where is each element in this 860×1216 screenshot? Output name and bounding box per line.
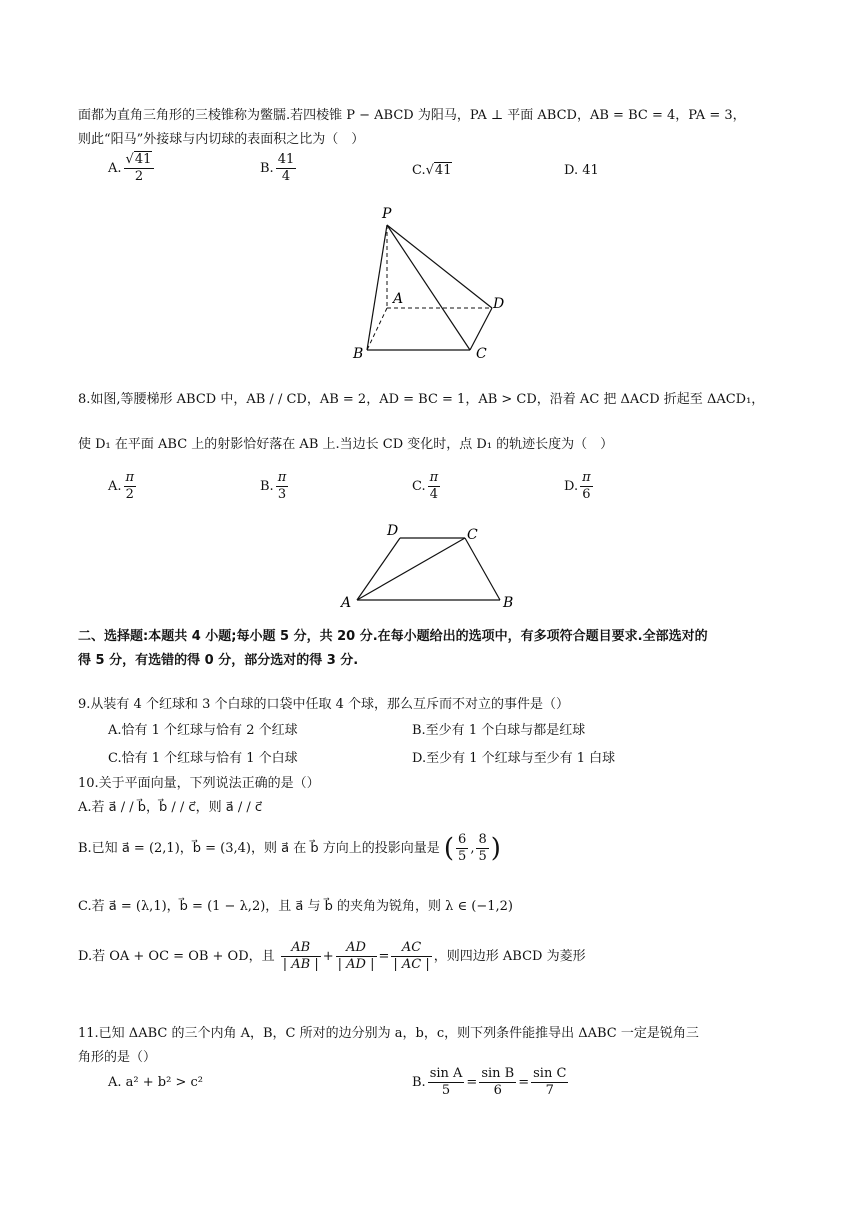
q9-option-c[interactable]: C.恰有 1 个红球与恰有 1 个白球 [108, 751, 298, 766]
q9-option-a[interactable]: A.恰有 1 个红球与恰有 2 个红球 [108, 723, 298, 738]
q8-option-d[interactable]: D. $\frac{\pi}{6}$ [564, 470, 591, 502]
pyramid-figure [340, 200, 520, 365]
q7-option-b[interactable]: B. $\frac{41}{4}$ [260, 152, 295, 184]
q11-stem-line2: 角形的是（） [78, 1050, 157, 1065]
label-A: A [341, 595, 352, 611]
label-C: C [476, 346, 487, 362]
q8-option-b[interactable]: B. $\frac{\pi}{3}$ [260, 470, 287, 502]
q9-option-b[interactable]: B.至少有 1 个白球与都是红球 [412, 723, 586, 738]
q8-option-c[interactable]: C. $\frac{\pi}{4}$ [412, 470, 439, 502]
section2-heading-line2: 得 5 分，有选错的得 0 分，部分选对的得 3 分. [78, 653, 359, 668]
label-D: D [387, 523, 399, 539]
q11-stem-line1: 11.已知 ΔABC 的三个内角 A，B，C 所对的边分别为 a，b，c，则下列条件能推导出 ΔABC 一定是锐角三 [78, 1026, 699, 1041]
label-B: B [503, 595, 514, 611]
q10-option-c[interactable]: C.若 a⃗ = (λ,1)，b⃗ = (1 − λ,2)，且 a⃗ 与 b⃗ 的夹角为锐角，则 λ ∈ (−1,2) [78, 899, 513, 914]
label-A: A [393, 291, 404, 307]
q7-stem-line2: 则此“阳马”外接球与内切球的表面积之比为（ ） [78, 132, 365, 147]
label-D: D [493, 296, 505, 312]
q10-stem: 10.关于平面向量，下列说法正确的是（） [78, 776, 320, 791]
q10-option-d[interactable]: D.若 OA + OC = OB + OD，且 $\frac{AB}{| AB |}$ + $\frac{AD}{| AD |}$ = $\frac{AC}{| AC |}$ ，则四边形 ABCD 为菱形 [78, 940, 586, 972]
q9-option-d[interactable]: D.至少有 1 个红球与至少有 1 白球 [412, 751, 616, 766]
trapezoid-figure [335, 515, 525, 615]
q8-stem-line1: 8.如图,等腰梯形 ABCD 中，AB / / CD，AB = 2，AD = BC = 1，AB > CD，沿着 AC 把 ΔACD 折起至 ΔACD₁， [78, 392, 765, 407]
q10-option-a[interactable]: A.若 a⃗ / / b⃗，b⃗ / / c⃗，则 a⃗ / / c⃗ [78, 800, 262, 815]
label-C: C [467, 527, 478, 543]
q8-stem-line2: 使 D₁ 在平面 ABC 上的射影恰好落在 AB 上.当边长 CD 变化时，点 D₁ 的轨迹长度为（ ） [78, 437, 614, 452]
label-P: P [382, 206, 392, 222]
label-B: B [353, 346, 364, 362]
q7-option-d[interactable]: D. 41 [564, 163, 599, 178]
q9-stem: 9.从装有 4 个红球和 3 个白球的口袋中任取 4 个球，那么互斥而不对立的事件是（） [78, 697, 570, 712]
q11-option-b[interactable]: B. $\frac{\text{sin A}}{5}$ = $\frac{\text{sin B}}{6}$ = $\frac{\text{sin C}}{7}$ [412, 1066, 567, 1098]
q8-option-a[interactable]: A. $\frac{\pi}{2}$ [108, 470, 135, 502]
q7-option-a[interactable]: A. $\frac{√41}{2}$ [108, 152, 156, 185]
q10-option-b[interactable]: B.已知 a⃗ = (2,1)，b⃗ = (3,4)，则 a⃗ 在 b⃗ 方向上的投影向量是 ( $\frac{6}{5}$ , $\frac{8}{5}$ ) [78, 832, 501, 864]
q7-stem-line1: 面都为直角三角形的三棱锥称为鳖臑.若四棱锥 P − ABCD 为阳马，PA ⊥ 平面 ABCD，AB = BC = 4，PA = 3， [78, 108, 746, 123]
q7-option-c[interactable]: C.√41 [412, 163, 452, 178]
q11-option-a[interactable]: A. a² + b² > c² [108, 1075, 203, 1090]
section2-heading-line1: 二、选择题:本题共 4 小题;每小题 5 分，共 20 分.在每小题给出的选项中，有多项符合题目要求.全部选对的 [78, 629, 708, 644]
